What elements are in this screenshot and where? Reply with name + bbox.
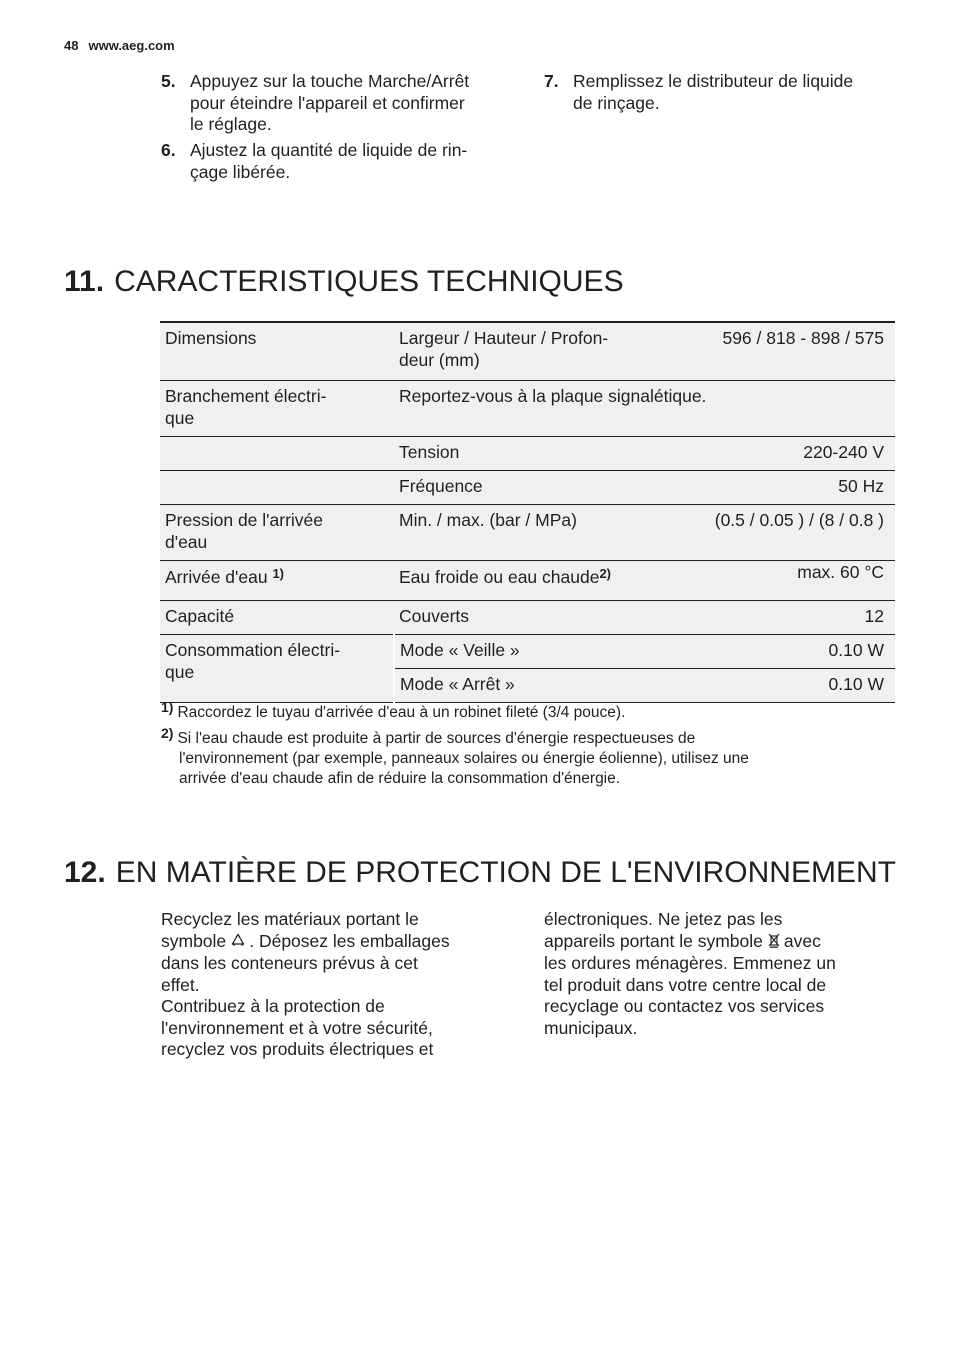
table-row [160,601,895,635]
footnote-mark: 2) [161,725,174,741]
text-line: recyclage ou contactez vos services [544,996,825,1016]
text-line: tel produit dans votre centre local de [544,974,827,995]
table-cell: Reportez-vous à la plaque signalétique. [394,381,895,437]
table-cell [160,437,394,471]
table-cell: 50 Hz [700,471,895,505]
table-cell: Dimensions [160,322,394,381]
step-5 [161,71,521,141]
cell-line: que [165,408,195,428]
table-cell [394,561,700,601]
table-cell: max. 60 °C [700,561,895,601]
table-cell [160,561,394,601]
text-span: avec [783,930,821,951]
section-11-heading [64,265,624,299]
step-text [573,71,853,114]
cell-line: Pression de l'arrivée [165,510,323,530]
table-row [160,471,895,505]
site-url: www.aeg.com [88,38,175,53]
table-cell: Mode « Arrêt » [394,669,700,703]
step-number: 5. [161,71,176,91]
table-cell [160,381,394,437]
cell-text: Eau froide ou eau chaude [399,567,600,587]
cell-line: d'eau [165,532,208,552]
step-7 [544,71,904,117]
text-line: effet. [161,974,200,995]
text-line: Recyclez les matériaux portant le [161,909,419,929]
table-cell: Tension [394,437,700,471]
environment-text-right [544,909,894,1039]
table-cell: 0.10 W [700,669,895,703]
section-title: CARACTERISTIQUES TECHNIQUES [114,265,624,298]
table-row [160,381,895,437]
table-cell: Couverts [394,601,700,635]
step-line: pour éteindre l'appareil et confirmer [190,92,465,113]
text-span: symbole [161,930,227,951]
step-number: 6. [161,140,176,160]
step-line: Appuyez sur la touche Marche/Arrêt [190,71,470,91]
footnote-text: Raccordez le tuyau d'arrivée d'eau à un robinet fileté (3/4 pouce). [177,704,626,721]
table-cell: Capacité [160,601,394,635]
footnote-ref: 1) [272,566,285,581]
cell-line: Branchement électri- [165,386,327,406]
table-cell [160,635,394,703]
text-line: électroniques. Ne jetez pas les [544,909,783,929]
footnote-mark: 1) [161,699,174,715]
text-span: . Déposez les emballages [249,930,450,951]
table-cell [160,471,394,505]
section-number: 12. [64,856,106,889]
step-text [190,140,467,183]
table-cell: 220-240 V [700,437,895,471]
text-line: municipaux. [544,1017,638,1038]
table-cell: 12 [700,601,895,635]
step-line: Remplissez le distributeur de liquide [573,71,854,91]
text-span: appareils portant le symbole [544,930,763,951]
text-line [161,931,501,954]
step-6 [161,140,521,186]
step-text [190,71,469,136]
cell-line: Consommation électri- [165,640,341,660]
section-title: EN MATIÈRE DE PROTECTION DE L'ENVIRONNEMENT [115,856,896,889]
recycle-icon [231,934,249,951]
table-cell: 0.10 W [700,635,895,669]
table-cell [160,505,394,561]
step-line: de rinçage. [573,92,660,113]
table-row [160,505,895,561]
table-cell: 596 / 818 - 898 / 575 [700,322,895,381]
table-cell [394,322,700,381]
table-cell: Min. / max. (bar / MPa) [394,505,700,561]
step-line: le réglage. [190,114,272,134]
table-row [160,322,895,381]
step-line: Ajustez la quantité de liquide de rin- [190,140,468,160]
table-row [160,437,895,471]
table-cell: Mode « Veille » [394,635,700,669]
environment-text-left [161,909,501,1061]
cell-line: deur (mm) [399,350,480,370]
text-line: recyclez vos produits électriques et [161,1039,434,1059]
cell-line: que [165,662,195,682]
step-line: çage libérée. [190,161,291,182]
table-row [160,561,895,601]
table-cell: Fréquence [394,471,700,505]
step-number: 7. [544,71,559,91]
text-line: les ordures ménagères. Emmenez un [544,953,836,973]
text-line: dans les conteneurs prévus à cet [161,953,418,973]
crossed-bin-icon [768,934,784,951]
table-cell: (0.5 / 0.05 ) / (8 / 0.8 ) [700,505,895,561]
footnote-2 [161,725,901,789]
text-line [544,931,894,954]
cell-text: Arrivée d'eau [165,567,268,587]
section-number: 11. [64,265,105,298]
page-number: 48 [64,38,79,53]
section-12-heading [64,856,896,890]
footnote-line: l'environnement (par exemple, panneaux solaires ou énergie éolienne), utilisez une [179,750,749,767]
text-line: l'environnement et à votre sécurité, [161,1017,433,1038]
table-row [160,635,895,669]
spec-table [160,321,895,703]
footnote-ref: 2) [599,566,612,581]
footnote-text: Si l'eau chaude est produite à partir de sources d'énergie respectueuses de [177,730,696,747]
footnote-1 [161,699,901,723]
text-line: Contribuez à la protection de [161,996,385,1016]
cell-line: Largeur / Hauteur / Profon- [399,328,609,348]
page-header [64,38,175,53]
footnote-line: arrivée d'eau chaude afin de réduire la consommation d'énergie. [179,770,621,787]
